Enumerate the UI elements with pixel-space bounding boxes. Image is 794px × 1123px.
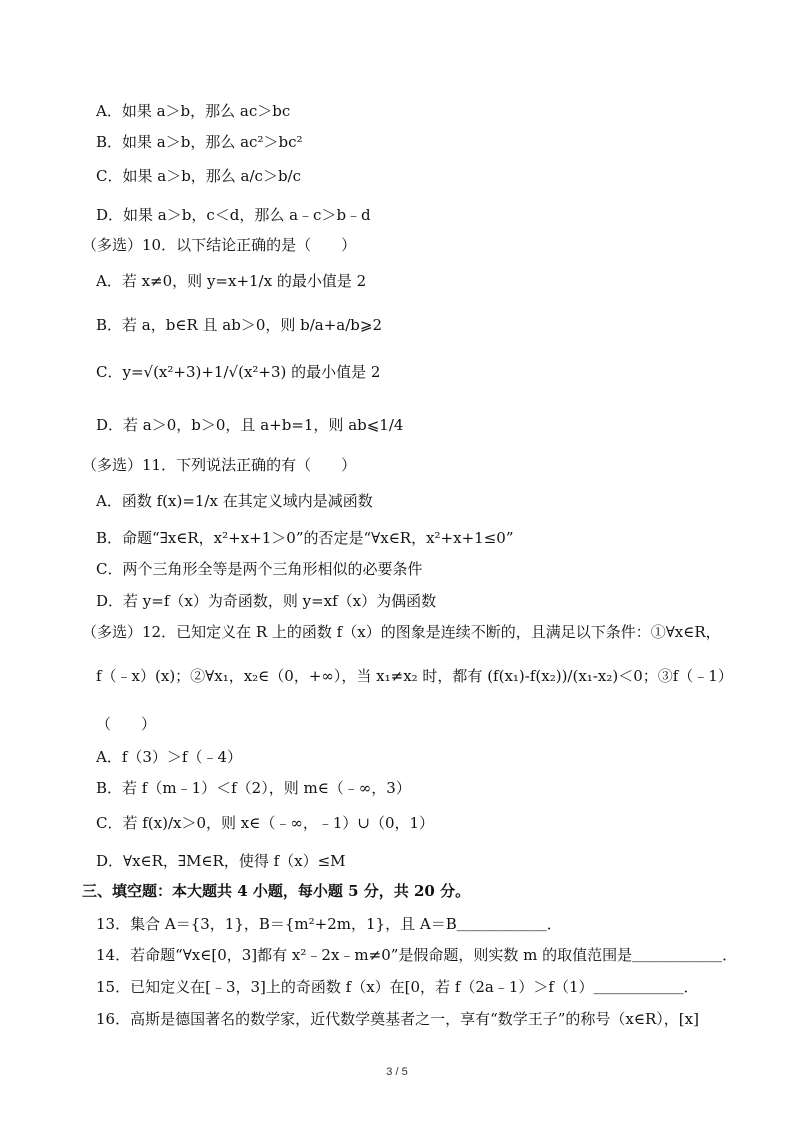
line-q15: 15．已知定义在[﹣3，3]上的奇函数 f（x）在[0，若 f（2a﹣1）＞f（1）＿＿＿＿＿＿． <box>96 978 699 996</box>
line-q12B: B．若 f（m﹣1）＜f（2），则 m∈（﹣∞，3） <box>96 779 411 797</box>
line-q12: （多选）12．已知定义在 R 上的函数 f（x）的图象是连续不断的，且满足以下条件：①∀x∈R， <box>82 623 721 641</box>
line-q10d: D．若 a＞0，b＞0，且 a+b=1，则 ab⩽1/4 <box>96 416 404 434</box>
line-q12C: C．若 f(x)/x＞0，则 x∈（﹣∞，﹣1）∪（0，1） <box>96 814 435 832</box>
line-q9b: B．如果 a＞b，那么 ac²＞bc² <box>96 133 303 151</box>
section-heading: 三、填空题：本大题共 4 小题，每小题 5 分，共 20 分。 <box>82 882 471 900</box>
line-q10c: C．y=√(x²+3)+1/√(x²+3) 的最小值是 2 <box>96 363 381 381</box>
line-q9c: C．如果 a＞b，那么 a/c＞b/c <box>96 167 302 185</box>
line-q14: 14．若命题“∀x∈[0，3]都有 x²﹣2x﹣m≠0”是假命题，则实数 m 的取值范围是＿＿＿＿＿＿． <box>96 946 738 964</box>
line-q13: 13．集合 A＝{3，1}，B＝{m²+2m，1}，且 A＝B＿＿＿＿＿＿． <box>96 915 562 933</box>
line-q12D: D．∀x∈R，∃M∈R，使得 f（x）≤M <box>96 852 346 870</box>
line-q10: （多选）10．以下结论正确的是（ ） <box>82 236 357 254</box>
page-number: 3 / 5 <box>386 1066 408 1078</box>
line-q11b: B．命题“∃x∈R，x²+x+1＞0”的否定是“∀x∈R，x²+x+1≤0” <box>96 529 514 547</box>
line-q10a: A．若 x≠0，则 y=x+1/x 的最小值是 2 <box>96 272 367 290</box>
line-q10b: B．若 a，b∈R 且 ab＞0，则 b/a+a/b⩾2 <box>96 316 383 334</box>
line-q11c: C．两个三角形全等是两个三角形相似的必要条件 <box>96 560 423 578</box>
line-q12b: f（﹣x）(x)；②∀x₁，x₂∈（0，+∞），当 x₁≠x₂ 时，都有 (f(x₁)-f(x₂))/(x₁-x₂)＜0；③f（﹣1） <box>96 667 733 685</box>
line-q12A: A．f（3）＞f（﹣4） <box>96 748 243 766</box>
line-q11: （多选）11．下列说法正确的有（ ） <box>82 456 357 474</box>
line-q11a: A．函数 f(x)=1/x 在其定义域内是减函数 <box>96 492 373 510</box>
line-q12c: （ ） <box>96 715 157 733</box>
line-q9a: A．如果 a＞b，那么 ac＞bc <box>96 102 291 120</box>
line-q9d: D．如果 a＞b，c＜d，那么 a﹣c＞b﹣d <box>96 206 371 224</box>
line-q16: 16．高斯是德国著名的数学家，近代数学奠基者之一，享有“数学王子”的称号（x∈R），[x] <box>96 1010 699 1028</box>
line-q11d: D．若 y=f（x）为奇函数，则 y=xf（x）为偶函数 <box>96 592 437 610</box>
